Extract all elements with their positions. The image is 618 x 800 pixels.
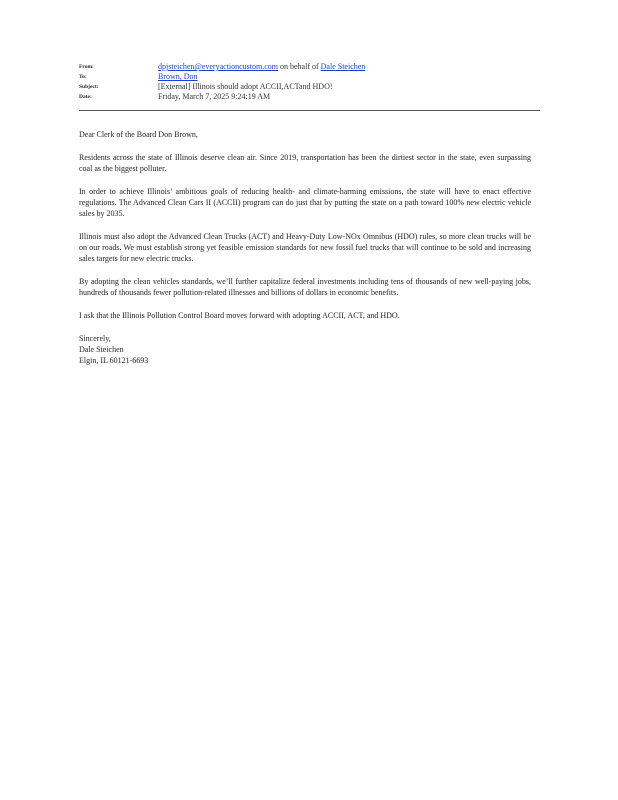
subject-label: Subject:	[79, 84, 99, 90]
subject-row	[79, 82, 539, 92]
signature-name: Dale Steichen	[79, 345, 124, 354]
date-label: Date:	[79, 94, 92, 100]
email-body	[79, 129, 531, 366]
on-behalf-text: on behalf of	[280, 62, 319, 71]
greeting: Dear Clerk of the Board Don Brown,	[79, 130, 198, 139]
paragraph-4: By adopting the clean vehicles standards, we’ll further capitalize federal investments including tens of thousands of new well-paying jobs, hundreds of thousands fewer pollution-related illnesses and billions of dollars in economic benefits.	[79, 277, 531, 297]
subject-value: [External] Illinois should adopt ACCII,ACTand HDO!	[158, 82, 333, 91]
email-header	[79, 62, 539, 102]
date-value: Friday, March 7, 2025 9:24:19 AM	[158, 92, 271, 101]
paragraph-2: In order to achieve Illinois’ ambitious goals of reducing health- and climate-harming emissions, the state will have to enact effective regulations. The Advanced Clean Cars II (ACCII) program can do just that by putting the state on a path toward 100% new electric vehicle sales by 2035.	[79, 187, 531, 218]
signature-address: Elgin, IL 60121-6693	[79, 356, 149, 365]
closing: Sincerely,	[79, 334, 111, 343]
from-email-link[interactable]: dpjsteichen@everyactioncustom.com	[158, 62, 278, 71]
header-divider	[79, 110, 540, 111]
from-name-link[interactable]: Dale Steichen	[320, 62, 366, 71]
to-name-link[interactable]: Brown, Don	[158, 72, 198, 81]
from-value	[158, 62, 365, 72]
paragraph-3: Illinois must also adopt the Advanced Clean Trucks (ACT) and Heavy-Duty Low-NOx Omnibus (HDO) rules, so more clean trucks will be on our roads. We must establish strong yet feasible emission standards for new fossil fuel trucks that will continue to be sold and increasing sales targets for new electric trucks.	[79, 232, 531, 263]
to-value	[158, 72, 198, 82]
to-label: To:	[79, 74, 87, 80]
from-label: From:	[79, 64, 94, 70]
to-row	[79, 72, 539, 82]
from-row	[79, 62, 539, 72]
date-row	[79, 92, 539, 102]
paragraph-5: I ask that the Illinois Pollution Control Board moves forward with adopting ACCII, ACT, and HDO.	[79, 311, 400, 320]
paragraph-1: Residents across the state of Illinois deserve clean air. Since 2019, transportation has been the dirtiest sector in the state, even surpassing coal as the biggest polluter.	[79, 153, 531, 173]
